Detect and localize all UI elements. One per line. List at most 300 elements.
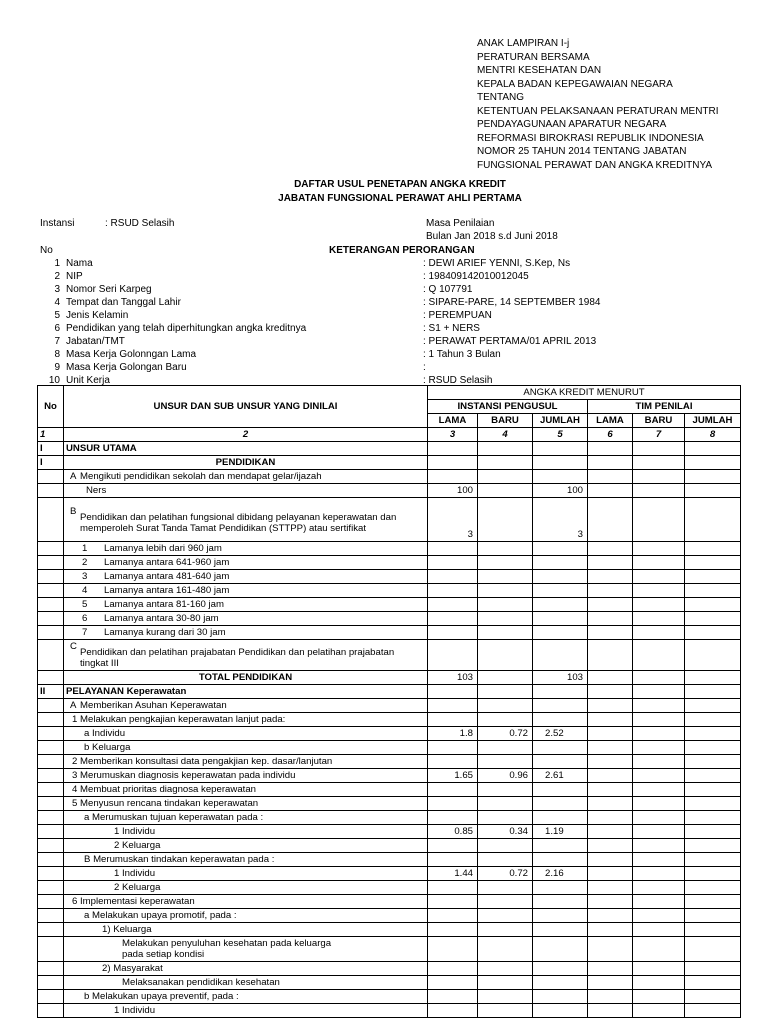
cell-tim-penilai bbox=[633, 895, 685, 909]
cell-tim-penilai bbox=[685, 570, 741, 584]
colnum-4: 4 bbox=[478, 428, 533, 442]
cell-tim-penilai bbox=[588, 755, 633, 769]
cell-tim-penilai bbox=[588, 923, 633, 937]
cell-tim-penilai bbox=[588, 853, 633, 867]
cell-tim-penilai bbox=[685, 556, 741, 570]
cell-tim-penilai bbox=[588, 783, 633, 797]
table-row bbox=[38, 783, 741, 797]
row-description bbox=[64, 811, 428, 825]
lampiran-line: KETENTUAN PELAKSANAAN PERATURAN MENTRI bbox=[477, 105, 719, 117]
row-text: b Keluarga bbox=[84, 742, 131, 753]
cell-tim-penilai bbox=[633, 741, 685, 755]
cell-baru: 0.96 bbox=[478, 769, 533, 783]
personal-value: : 198409142010012045 bbox=[423, 271, 529, 282]
table-row bbox=[38, 685, 741, 699]
row-no bbox=[38, 470, 64, 484]
cell-tim-penilai bbox=[685, 542, 741, 556]
personal-label: Masa Kerja Golongan Baru bbox=[66, 362, 187, 373]
row-description bbox=[64, 640, 428, 671]
row-description bbox=[64, 1004, 428, 1018]
cell-jumlah: 2.16 bbox=[533, 867, 588, 881]
cell-tim-penilai bbox=[588, 542, 633, 556]
table-row bbox=[38, 470, 741, 484]
row-letter: A bbox=[70, 471, 77, 482]
cell-tim-penilai bbox=[685, 612, 741, 626]
row-description bbox=[64, 839, 428, 853]
cell-baru bbox=[478, 626, 533, 640]
row-text: 1 Melakukan pengkajian keperawatan lanjut pada: bbox=[72, 714, 286, 725]
cell-baru bbox=[478, 895, 533, 909]
personal-no: 3 bbox=[54, 284, 60, 295]
cell-baru bbox=[478, 1004, 533, 1018]
row-no bbox=[38, 923, 64, 937]
lampiran-line: PERATURAN BERSAMA bbox=[477, 51, 590, 63]
cell-baru: 0.34 bbox=[478, 825, 533, 839]
table-row bbox=[38, 584, 741, 598]
row-no bbox=[38, 598, 64, 612]
cell-tim-penilai bbox=[633, 1004, 685, 1018]
cell-jumlah bbox=[533, 1004, 588, 1018]
cell-lama bbox=[428, 542, 478, 556]
cell-tim-penilai bbox=[633, 797, 685, 811]
cell-jumlah bbox=[533, 640, 588, 671]
table-row bbox=[38, 881, 741, 895]
cell-lama: 1.44 bbox=[428, 867, 478, 881]
cell-jumlah bbox=[533, 542, 588, 556]
col-header-jumlah: JUMLAH bbox=[533, 414, 588, 428]
cell-tim-penilai bbox=[633, 612, 685, 626]
cell-lama bbox=[428, 990, 478, 1004]
cell-lama bbox=[428, 853, 478, 867]
cell-baru bbox=[478, 853, 533, 867]
row-text: Pendidikan dan pelatihan prajabatan Pendidikan dan pelatihan prajabatan tingkat III bbox=[80, 647, 395, 669]
cell-lama bbox=[428, 755, 478, 769]
cell-tim-penilai bbox=[685, 671, 741, 685]
lampiran-line: ANAK LAMPIRAN I-j bbox=[477, 38, 570, 49]
col-header-lama: LAMA bbox=[428, 414, 478, 428]
cell-lama bbox=[428, 626, 478, 640]
personal-value: : PERAWAT PERTAMA/01 APRIL 2013 bbox=[423, 336, 597, 347]
row-no bbox=[38, 556, 64, 570]
table-row bbox=[38, 825, 741, 839]
cell-lama bbox=[428, 811, 478, 825]
cell-baru bbox=[478, 470, 533, 484]
cell-lama bbox=[428, 976, 478, 990]
cell-tim-penilai bbox=[588, 456, 633, 470]
masa-penilaian-value: Bulan Jan 2018 s.d Juni 2018 bbox=[426, 231, 558, 242]
cell-tim-penilai bbox=[685, 598, 741, 612]
cell-tim-penilai bbox=[588, 626, 633, 640]
cell-tim-penilai bbox=[685, 755, 741, 769]
personal-value: : SIPARE-PARE, 14 SEPTEMBER 1984 bbox=[423, 297, 601, 308]
table-row bbox=[38, 671, 741, 685]
cell-tim-penilai bbox=[633, 570, 685, 584]
row-subnumber: 5 bbox=[82, 599, 88, 610]
row-no bbox=[38, 741, 64, 755]
table-row bbox=[38, 612, 741, 626]
cell-jumlah: 2.61 bbox=[533, 769, 588, 783]
personal-value: : 1 Tahun 3 Bulan bbox=[423, 349, 501, 360]
personal-label: Pendidikan yang telah diperhitungkan angka kreditnya bbox=[66, 323, 307, 334]
cell-baru bbox=[478, 811, 533, 825]
cell-tim-penilai bbox=[685, 839, 741, 853]
cell-lama bbox=[428, 1004, 478, 1018]
cell-jumlah: 1.19 bbox=[533, 825, 588, 839]
cell-tim-penilai bbox=[633, 699, 685, 713]
cell-tim-penilai bbox=[685, 962, 741, 976]
colnum-5: 5 bbox=[533, 428, 588, 442]
row-no bbox=[38, 498, 64, 542]
cell-tim-penilai bbox=[588, 811, 633, 825]
row-description bbox=[64, 456, 428, 470]
cell-baru bbox=[478, 713, 533, 727]
cell-lama bbox=[428, 895, 478, 909]
table-row bbox=[38, 699, 741, 713]
personal-value: : RSUD Selasih bbox=[423, 375, 493, 386]
cell-tim-penilai bbox=[588, 962, 633, 976]
personal-no: 1 bbox=[54, 258, 60, 269]
cell-baru bbox=[478, 937, 533, 962]
cell-jumlah bbox=[533, 598, 588, 612]
cell-tim-penilai bbox=[588, 839, 633, 853]
col-header-tim-penilai: TIM PENILAI bbox=[588, 400, 741, 414]
cell-baru bbox=[478, 456, 533, 470]
colnum-6: 6 bbox=[588, 428, 633, 442]
cell-jumlah bbox=[533, 909, 588, 923]
row-description bbox=[64, 976, 428, 990]
cell-tim-penilai bbox=[685, 783, 741, 797]
cell-lama bbox=[428, 909, 478, 923]
cell-tim-penilai bbox=[633, 825, 685, 839]
cell-tim-penilai bbox=[685, 470, 741, 484]
table-row bbox=[38, 598, 741, 612]
personal-value: : Q 107791 bbox=[423, 284, 473, 295]
row-description bbox=[64, 990, 428, 1004]
cell-tim-penilai bbox=[685, 640, 741, 671]
cell-tim-penilai bbox=[685, 881, 741, 895]
row-description bbox=[64, 713, 428, 727]
instansi-value: : RSUD Selasih bbox=[105, 218, 175, 229]
row-no bbox=[38, 825, 64, 839]
colnum-7: 7 bbox=[633, 428, 685, 442]
lampiran-line: TENTANG bbox=[477, 92, 525, 103]
cell-baru bbox=[478, 990, 533, 1004]
personal-no: 4 bbox=[54, 297, 60, 308]
personal-label: Nama bbox=[66, 258, 93, 269]
cell-tim-penilai bbox=[685, 909, 741, 923]
cell-baru bbox=[478, 976, 533, 990]
personal-label: Jenis Kelamin bbox=[66, 310, 129, 321]
cell-tim-penilai bbox=[633, 584, 685, 598]
row-description bbox=[64, 470, 428, 484]
table-row bbox=[38, 484, 741, 498]
table-row bbox=[38, 923, 741, 937]
cell-tim-penilai bbox=[588, 713, 633, 727]
cell-baru bbox=[478, 556, 533, 570]
table-row bbox=[38, 909, 741, 923]
cell-jumlah bbox=[533, 976, 588, 990]
lampiran-line: PENDAYAGUNAAN APARATUR NEGARA bbox=[477, 119, 667, 130]
row-text: b Melakukan upaya preventif, pada : bbox=[84, 991, 239, 1002]
personal-label: NIP bbox=[66, 271, 83, 282]
cell-lama bbox=[428, 584, 478, 598]
cell-tim-penilai bbox=[633, 484, 685, 498]
cell-tim-penilai bbox=[685, 976, 741, 990]
cell-tim-penilai bbox=[633, 811, 685, 825]
row-no bbox=[38, 671, 64, 685]
row-text: 1 Individu bbox=[114, 868, 156, 879]
table-row bbox=[38, 769, 741, 783]
table-row bbox=[38, 962, 741, 976]
row-text: 2 Memberikan konsultasi data pengakjian kep. dasar/lanjutan bbox=[72, 756, 333, 767]
row-no bbox=[38, 769, 64, 783]
row-no bbox=[38, 853, 64, 867]
cell-lama bbox=[428, 783, 478, 797]
cell-tim-penilai bbox=[633, 727, 685, 741]
table-row bbox=[38, 498, 741, 542]
cell-tim-penilai bbox=[685, 923, 741, 937]
cell-tim-penilai bbox=[588, 442, 633, 456]
personal-no: 9 bbox=[54, 362, 60, 373]
cell-tim-penilai bbox=[588, 640, 633, 671]
row-subnumber: 1 bbox=[82, 543, 88, 554]
cell-tim-penilai bbox=[633, 556, 685, 570]
cell-tim-penilai bbox=[588, 612, 633, 626]
row-no: I bbox=[38, 456, 64, 470]
cell-tim-penilai bbox=[633, 976, 685, 990]
row-no bbox=[38, 962, 64, 976]
cell-tim-penilai bbox=[588, 741, 633, 755]
cell-jumlah bbox=[533, 937, 588, 962]
cell-baru bbox=[478, 584, 533, 598]
row-description bbox=[64, 923, 428, 937]
table-row bbox=[38, 976, 741, 990]
row-description bbox=[64, 542, 428, 556]
row-no bbox=[38, 1004, 64, 1018]
cell-tim-penilai bbox=[633, 442, 685, 456]
cell-tim-penilai bbox=[685, 1004, 741, 1018]
personal-label: Tempat dan Tanggal Lahir bbox=[66, 297, 181, 308]
row-text: TOTAL PENDIDIKAN bbox=[198, 672, 293, 683]
row-description bbox=[64, 612, 428, 626]
table-row bbox=[38, 811, 741, 825]
row-text: Lamanya antara 641-960 jam bbox=[104, 557, 230, 568]
keterangan-heading: KETERANGAN PERORANGAN bbox=[329, 245, 475, 256]
cell-baru bbox=[478, 484, 533, 498]
cell-baru bbox=[478, 881, 533, 895]
cell-lama bbox=[428, 797, 478, 811]
row-description bbox=[64, 909, 428, 923]
cell-tim-penilai bbox=[633, 962, 685, 976]
cell-lama bbox=[428, 741, 478, 755]
cell-baru bbox=[478, 839, 533, 853]
cell-lama: 3 bbox=[428, 498, 478, 542]
cell-jumlah bbox=[533, 612, 588, 626]
cell-tim-penilai bbox=[633, 881, 685, 895]
row-text: 1 Individu bbox=[114, 1005, 156, 1016]
cell-tim-penilai bbox=[588, 937, 633, 962]
cell-tim-penilai bbox=[685, 484, 741, 498]
cell-lama bbox=[428, 470, 478, 484]
cell-lama bbox=[428, 937, 478, 962]
colnum-8: 8 bbox=[685, 428, 741, 442]
row-no bbox=[38, 937, 64, 962]
table-row bbox=[38, 1004, 741, 1018]
row-text: 1) Keluarga bbox=[102, 924, 152, 935]
cell-baru bbox=[478, 640, 533, 671]
cell-jumlah bbox=[533, 626, 588, 640]
cell-tim-penilai bbox=[588, 895, 633, 909]
cell-lama: 103 bbox=[428, 671, 478, 685]
cell-tim-penilai bbox=[588, 881, 633, 895]
row-description bbox=[64, 556, 428, 570]
cell-jumlah bbox=[533, 685, 588, 699]
table-row bbox=[38, 556, 741, 570]
row-description bbox=[64, 867, 428, 881]
row-letter: B bbox=[70, 505, 77, 517]
row-subnumber: 7 bbox=[82, 627, 88, 638]
lampiran-line: KEPALA BADAN KEPEGAWAIAN NEGARA bbox=[477, 78, 673, 90]
cell-jumlah bbox=[533, 470, 588, 484]
cell-baru bbox=[478, 685, 533, 699]
cell-lama bbox=[428, 442, 478, 456]
cell-tim-penilai bbox=[588, 699, 633, 713]
table-row bbox=[38, 895, 741, 909]
cell-baru bbox=[478, 741, 533, 755]
row-text: 4 Membuat prioritas diagnosa keperawatan bbox=[72, 784, 256, 795]
cell-baru bbox=[478, 797, 533, 811]
cell-baru: 0.72 bbox=[478, 727, 533, 741]
cell-tim-penilai bbox=[588, 909, 633, 923]
personal-label: Nomor Seri Karpeg bbox=[66, 284, 152, 295]
row-subnumber: 4 bbox=[82, 585, 88, 596]
cell-jumlah bbox=[533, 895, 588, 909]
col-header-baru: BARU bbox=[478, 414, 533, 428]
cell-tim-penilai bbox=[633, 542, 685, 556]
cell-tim-penilai bbox=[685, 727, 741, 741]
cell-lama bbox=[428, 570, 478, 584]
row-no bbox=[38, 699, 64, 713]
cell-baru bbox=[478, 783, 533, 797]
row-text: a Merumuskan tujuan keperawatan pada : bbox=[84, 812, 264, 823]
row-text: Lamanya kurang dari 30 jam bbox=[104, 627, 226, 638]
cell-tim-penilai bbox=[685, 456, 741, 470]
cell-tim-penilai bbox=[633, 713, 685, 727]
row-no bbox=[38, 839, 64, 853]
cell-lama bbox=[428, 923, 478, 937]
row-text: Melakukan penyuluhan kesehatan pada keluarga pada setiap kondisi bbox=[122, 938, 332, 960]
cell-baru bbox=[478, 962, 533, 976]
cell-tim-penilai bbox=[633, 769, 685, 783]
lampiran-line: FUNGSIONAL PERAWAT DAN ANGKA KREDITNYA bbox=[477, 159, 713, 171]
cell-tim-penilai bbox=[588, 556, 633, 570]
cell-lama bbox=[428, 598, 478, 612]
table-row bbox=[38, 626, 741, 640]
row-letter: C bbox=[70, 641, 77, 652]
row-description bbox=[64, 626, 428, 640]
cell-tim-penilai bbox=[685, 867, 741, 881]
cell-lama bbox=[428, 685, 478, 699]
row-description bbox=[64, 727, 428, 741]
cell-tim-penilai bbox=[633, 937, 685, 962]
instansi-label: Instansi bbox=[40, 218, 75, 229]
row-no bbox=[38, 542, 64, 556]
row-description bbox=[64, 853, 428, 867]
row-text: Lamanya lebih dari 960 jam bbox=[104, 543, 222, 554]
row-description bbox=[64, 783, 428, 797]
personal-value: : PEREMPUAN bbox=[423, 310, 492, 321]
cell-jumlah: 100 bbox=[533, 484, 588, 498]
no-label: No bbox=[40, 245, 53, 256]
cell-tim-penilai bbox=[633, 909, 685, 923]
cell-tim-penilai bbox=[685, 895, 741, 909]
cell-lama bbox=[428, 839, 478, 853]
personal-value: : bbox=[423, 362, 426, 373]
row-text: 3 Merumuskan diagnosis keperawatan pada individu bbox=[72, 770, 296, 781]
row-no bbox=[38, 570, 64, 584]
row-description bbox=[64, 671, 428, 685]
angka-kredit-table bbox=[37, 385, 741, 1018]
cell-lama bbox=[428, 456, 478, 470]
row-text: 1 Individu bbox=[114, 826, 156, 837]
row-text: B Merumuskan tindakan keperawatan pada : bbox=[84, 854, 275, 865]
cell-tim-penilai bbox=[685, 811, 741, 825]
cell-lama bbox=[428, 713, 478, 727]
row-no: II bbox=[38, 685, 64, 699]
row-no bbox=[38, 990, 64, 1004]
cell-lama: 1.65 bbox=[428, 769, 478, 783]
table-row bbox=[38, 853, 741, 867]
row-no bbox=[38, 713, 64, 727]
cell-tim-penilai bbox=[633, 456, 685, 470]
cell-lama bbox=[428, 612, 478, 626]
row-description bbox=[64, 895, 428, 909]
personal-no: 7 bbox=[54, 336, 60, 347]
personal-no: 5 bbox=[54, 310, 60, 321]
colnum-2: 2 bbox=[64, 428, 428, 442]
row-no bbox=[38, 584, 64, 598]
cell-tim-penilai bbox=[588, 498, 633, 542]
table-row bbox=[38, 442, 741, 456]
cell-jumlah bbox=[533, 839, 588, 853]
cell-jumlah bbox=[533, 797, 588, 811]
row-description bbox=[64, 584, 428, 598]
cell-baru: 0.72 bbox=[478, 867, 533, 881]
cell-jumlah bbox=[533, 755, 588, 769]
personal-no: 6 bbox=[54, 323, 60, 334]
col-header-baru-penilai: BARU bbox=[633, 414, 685, 428]
row-subnumber: 2 bbox=[82, 557, 88, 568]
cell-baru bbox=[478, 442, 533, 456]
cell-jumlah bbox=[533, 881, 588, 895]
cell-jumlah bbox=[533, 962, 588, 976]
cell-lama bbox=[428, 881, 478, 895]
row-no: I bbox=[38, 442, 64, 456]
row-text: Pendidikan dan pelatihan fungsional dibidang pelayanan keperawatan dan memperoleh Surat Tanda Tamat Pendidikan (STTPP) atau sertifikat bbox=[80, 511, 397, 534]
cell-tim-penilai bbox=[633, 598, 685, 612]
row-text: Lamanya antara 81-160 jam bbox=[104, 599, 224, 610]
row-text: 2 Keluarga bbox=[114, 882, 161, 893]
table-row bbox=[38, 542, 741, 556]
col-header-instansi-pengusul: INSTANSI PENGUSUL bbox=[428, 400, 588, 414]
table-row bbox=[38, 741, 741, 755]
row-text: PENDIDIKAN bbox=[215, 457, 276, 468]
cell-baru bbox=[478, 612, 533, 626]
cell-tim-penilai bbox=[588, 769, 633, 783]
personal-no: 8 bbox=[54, 349, 60, 360]
masa-penilaian-label: Masa Penilaian bbox=[426, 218, 495, 229]
row-text: Lamanya antara 481-640 jam bbox=[104, 571, 230, 582]
